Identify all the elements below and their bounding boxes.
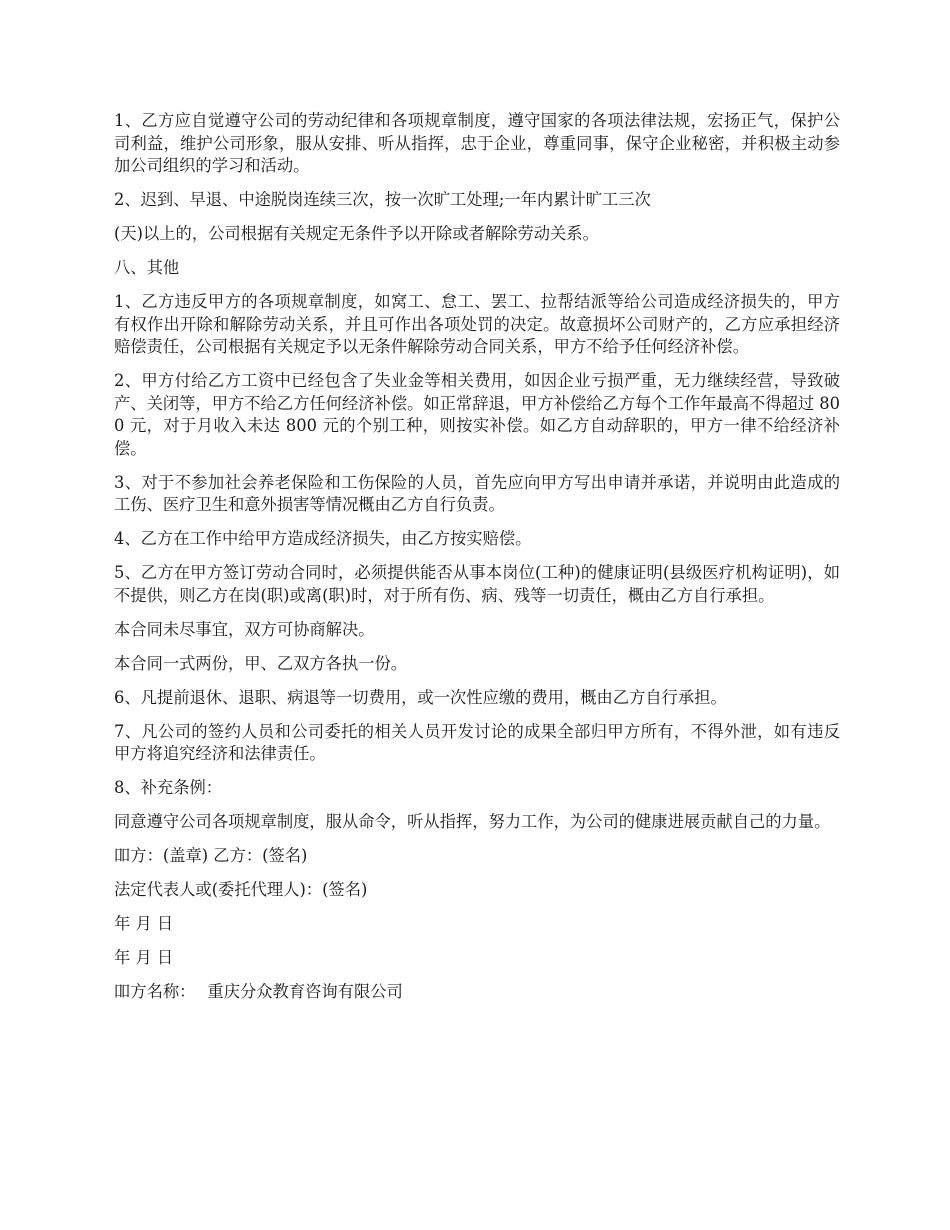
date-line: 年 月 日: [114, 948, 174, 967]
clause-paragraph: 本合同一式两份，甲、乙双方各执一份。: [114, 653, 408, 673]
clause-paragraph: 7、凡公司的签约人员和公司委托的相关人员开发讨论的成果全部归甲方所有，不得外泄，如有违反甲方将追究经济和法律责任。: [114, 721, 840, 763]
clause-paragraph: 4、乙方在工作中给甲方造成经济损失，由乙方按实赔偿。: [114, 529, 532, 548]
clause-paragraph: 6、凡提前退休、退职、病退等一切费用，或一次性应缴的费用，概由乙方自行承担。: [114, 687, 727, 707]
document-page: [114, 110, 840, 1015]
clause-paragraph: 5、乙方在甲方签订劳动合同时，必须提供能否从事本岗位(工种)的健康证明(县级医疗机构证明)，如不提供，则乙方在岗(职)或离(职)时，对于所有伤、病、残等一切责任，概由乙方自行承担。: [114, 563, 840, 605]
clause-paragraph: (天)以上的，公司根据有关规定无条件予以开除或者解除劳动关系。: [114, 224, 599, 243]
clause-paragraph: 同意遵守公司各项规章制度，服从命令，听从指挥，努力工作，为公司的健康进展贡献自己的力量。: [114, 812, 831, 831]
clause-paragraph: 2、甲方付给乙方工资中已经包含了失业金等相关费用，如因企业亏损严重，无力继续经营，导致破产、关闭等，甲方不给乙方任何经济补偿。如正常辞退，甲方补偿给乙方每个工作年最高不得超过 800 元，对于月收入未达 800 元的个别工种，则按实补偿。如乙方自动辞职的，甲方一律不给经济补偿。: [114, 371, 840, 458]
date-line: 年 月 日: [114, 914, 174, 933]
clause-paragraph: 2、迟到、早退、中途脱岗连续三次，按一次旷工处理;一年内累计旷工三次: [114, 190, 651, 209]
company-line: [114, 981, 840, 1004]
company-name: 重庆分众教育咨询有限公司: [207, 982, 403, 1001]
signature-line: 法定代表人或(委托代理人)：(签名): [114, 880, 368, 899]
signature-line: 吅方：(盖章) 乙方：(签名): [114, 846, 308, 865]
clause-paragraph: 本合同未尽事宜，双方可协商解决。: [114, 619, 375, 639]
clause-paragraph: 1、乙方违反甲方的各项规章制度，如窝工、怠工、罢工、拉帮结派等给公司造成经济损失的，甲方有权作出开除和解除劳动关系，并且可作出各项处罚的决定。故意损坏公司财产的，乙方应承担经济赔偿责任，公司根据有关规定予以无条件解除劳动合同关系，甲方不给予任何经济补偿。: [114, 292, 840, 356]
clause-paragraph: 3、对于不参加社会养老保险和工伤保险的人员，首先应向甲方写出申请并承诺，并说明由此造成的工伤、医疗卫生和意外损害等情况概由乙方自行负责。: [114, 472, 840, 514]
company-label: 吅方名称：: [114, 982, 196, 1001]
clause-paragraph: 1、乙方应自觉遵守公司的劳动纪律和各项规章制度，遵守国家的各项法律法规，宏扬正气，保护公司利益，维护公司形象，服从安排、听从指挥，忠于企业，尊重同事，保守企业秘密，并积极主动参加公司组织的学习和活动。: [114, 111, 840, 175]
clause-paragraph: 8、补充条例：: [114, 778, 223, 797]
section-heading: 八、其他: [114, 258, 180, 277]
